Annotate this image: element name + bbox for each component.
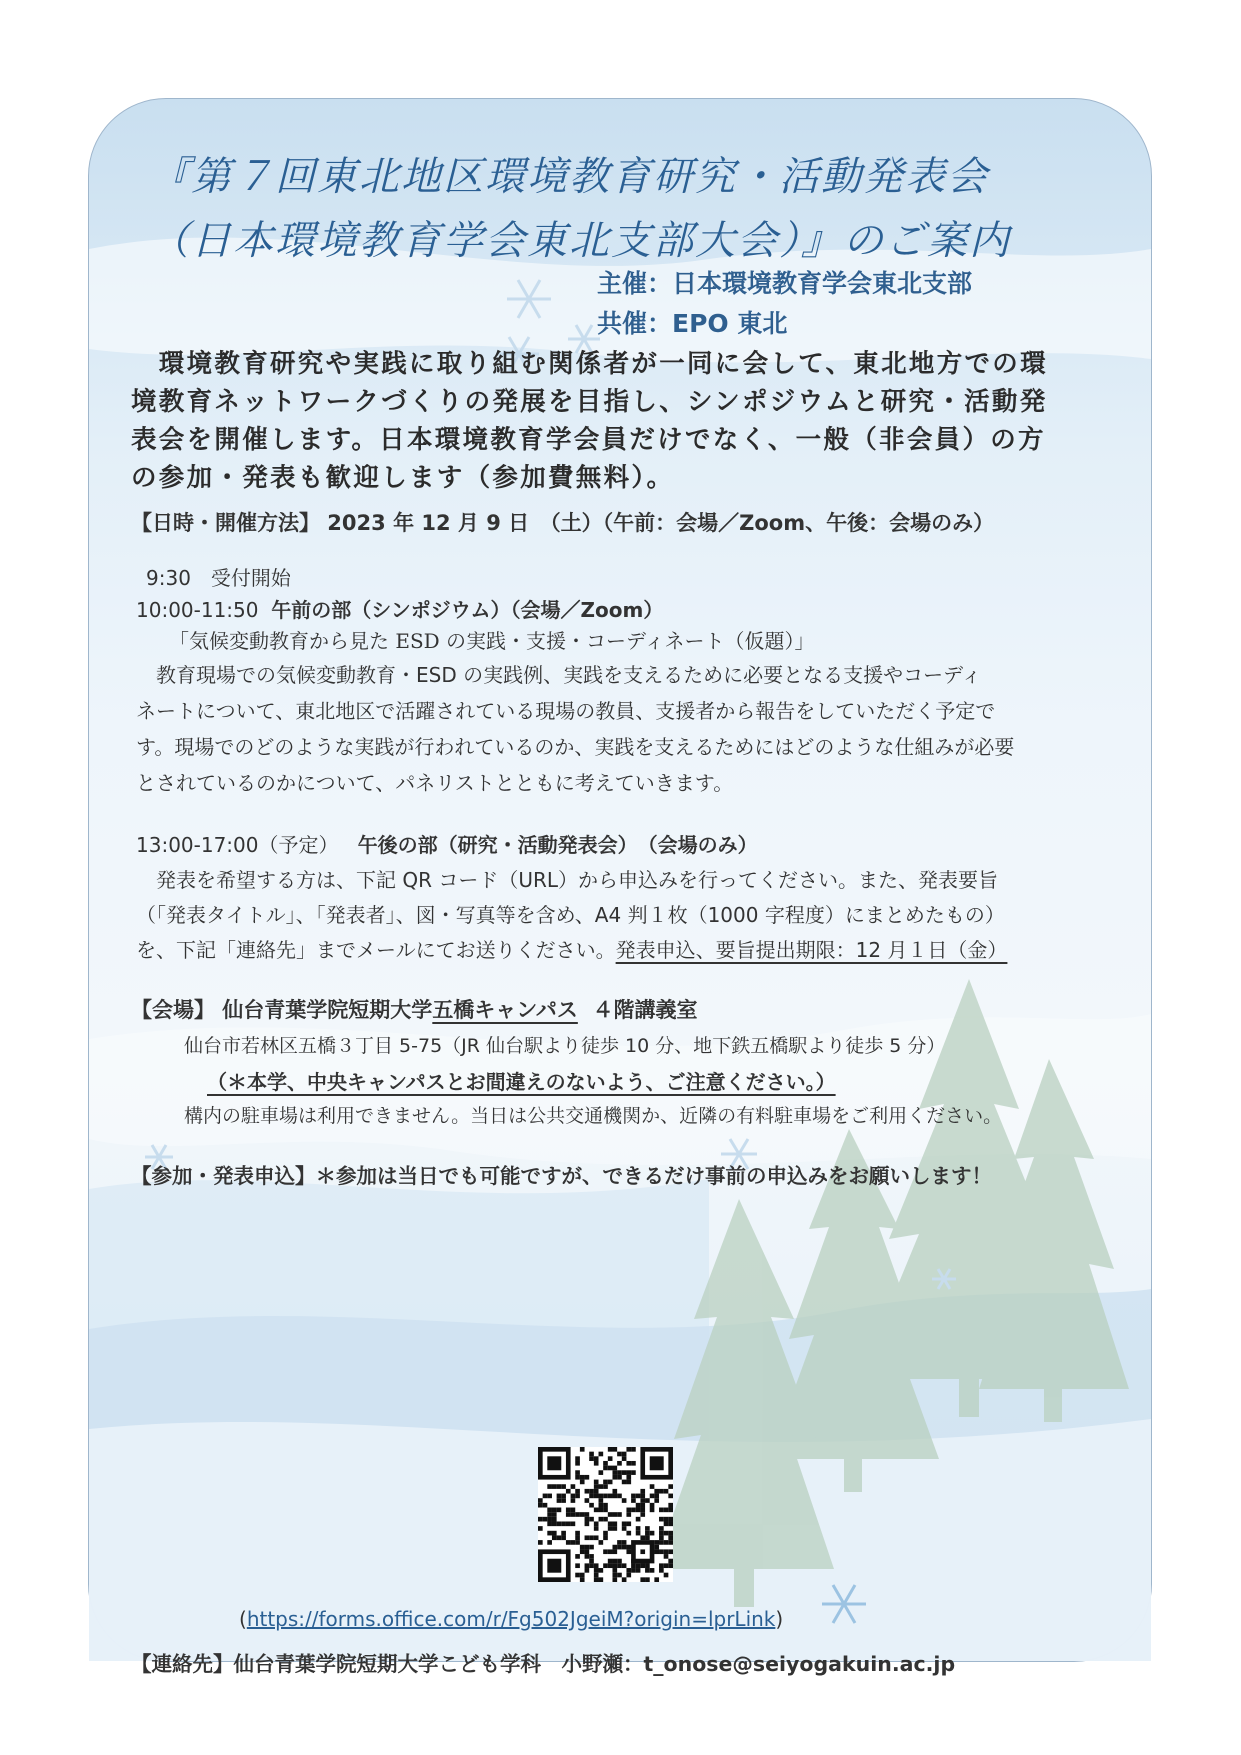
url-close-paren: ) [775,1607,784,1631]
venue-caution: （＊本学、中央キャンパスとお間違えのないよう、ご注意ください。） [207,1070,836,1094]
morning-desc-2: ネートについて、東北地区で活躍されている現場の教員、支援者から報告をしていただく予定で [136,699,996,723]
morning-desc-1: 教育現場での気候変動教育・ESD の実践例、実践を支えるために必要となる支援やコーディ [136,663,982,687]
apply-heading: 【参加・発表申込】＊参加は当日でも可能ですが、できるだけ事前の申込みをお願いします！ [131,1164,992,1188]
morning-time: 10:00-11:50 [136,598,259,622]
afternoon-time: 13:00-17:00（予定） [136,833,339,857]
title-line-2: （日本環境教育学会東北支部大会）』のご案内 [149,218,1011,264]
afternoon-label: 午後の部（研究・活動発表会） （会場のみ） [357,833,758,857]
apply-url-line [239,1607,783,1631]
cohost-organizer: 共催：EPO 東北 [597,309,788,338]
url-open-paren: ( [239,1607,247,1631]
venue-address: 仙台市若林区五橋３丁目 5-75（JR 仙台駅より徒歩 10 分、地下鉄五橋駅より徒歩 5 分） [184,1035,946,1057]
afternoon-session [136,829,758,858]
title-line-1: 『第７回東北地区環境教育研究・活動発表会 [149,154,989,200]
afternoon-desc-2: （「発表タイトル」、「発表者」、図・写真等を含め、A4 判１枚（1000 字程度）にまとめたもの） [136,903,1005,927]
apply-url-link[interactable]: https://forms.office.com/r/Fg502JgeiM?origin=lprLink [246,1607,776,1631]
morning-session [136,594,663,623]
contact-info: 【連絡先】仙台青葉学院短期大学こども学科 小野瀬：t_onose@seiyogakuin.ac.jp [131,1652,956,1676]
venue-heading [131,994,697,1024]
morning-desc-4: とされているのかについて、パネリストとともに考えていきます。 [136,771,734,795]
submission-deadline: 発表申込、要旨提出期限：12 月１日（金） [615,938,1008,962]
intro-line-3: 表会を開催します。日本環境教育学会員だけでなく、一般（非会員）の方 [131,425,1046,455]
intro-line-1: 環境教育研究や実践に取り組む関係者が一同に会して、東北地方での環 [131,349,1048,379]
morning-label: 午前の部（シンポジウム）（会場／Zoom） [271,598,664,622]
venue-campus: 五橋キャンパス [432,998,578,1022]
host-organizer: 主催：日本環境教育学会東北支部 [597,269,973,298]
venue-heading-prefix: 【会場】 仙台青葉学院短期大学 [131,998,433,1022]
afternoon-desc-1: 発表を希望する方は、下記 QR コード（URL）から申込みを行ってください。また、発表要旨 [136,868,999,892]
intro-line-2: 境教育ネットワークづくりの発展を目指し、シンポジウムと研究・活動発 [131,387,1048,417]
morning-theme: 「気候変動教育から見た ESD の実践・支援・コーディネート（仮題）」 [169,629,815,653]
afternoon-desc-3-text: を、下記「連絡先」までメールにてお送りください。 [136,938,616,962]
flyer-frame [88,98,1152,1676]
reception-time: 9:30 受付開始 [146,566,291,590]
qr-code-icon[interactable] [538,1447,673,1582]
intro-line-4: の参加・発表も歓迎します（参加費無料）。 [131,463,675,493]
schedule-heading: 【日時・開催方法】 2023 年 12 月 9 日 （土）（午前：会場／Zoom、午後：会場のみ） [131,511,995,535]
morning-desc-3: す。現場でのどのような実践が行われているのか、実践を支えるためにはどのような仕組みが必要 [136,735,1015,759]
afternoon-desc-3 [136,934,1007,963]
venue-room: ４階講義室 [592,998,698,1022]
parking-notice: 構内の駐車場は利用できません。当日は公共交通機関か、近隣の有料駐車場をご利用ください。 [184,1105,1003,1127]
